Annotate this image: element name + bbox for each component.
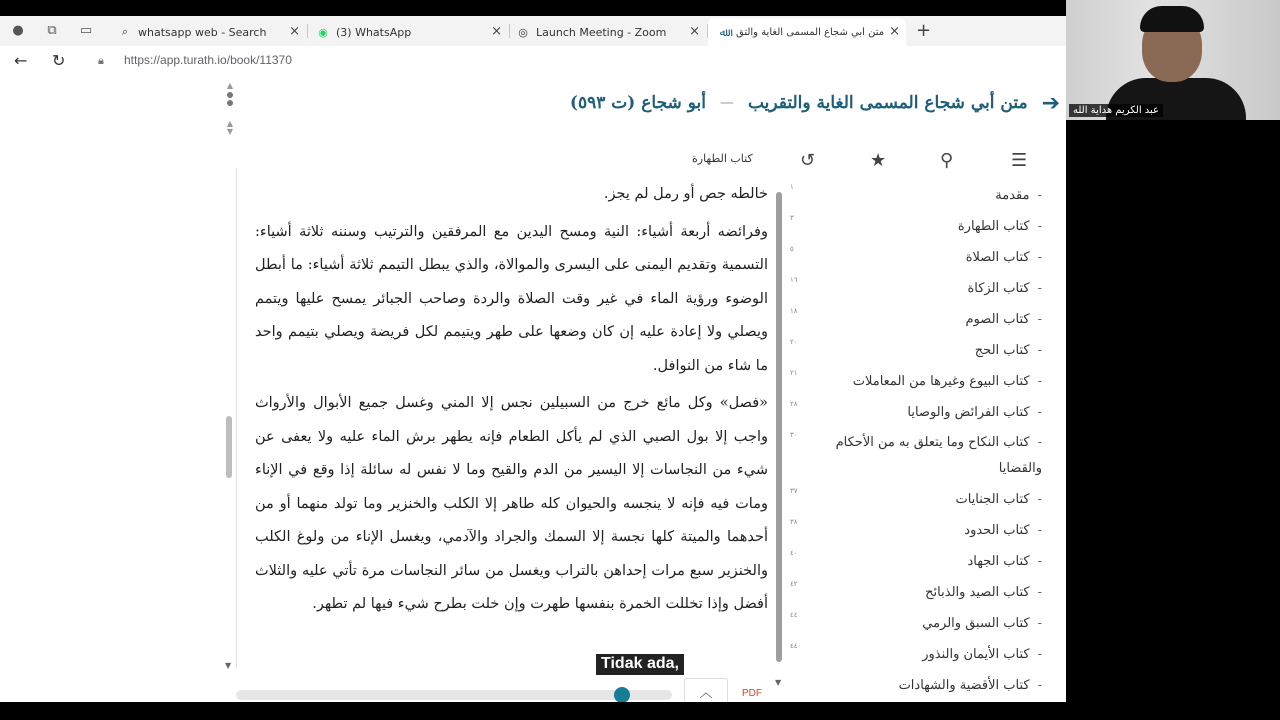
close-icon[interactable]: × xyxy=(491,24,502,39)
page-scroll-indicator[interactable] xyxy=(224,82,236,162)
back-icon[interactable]: ← xyxy=(14,51,28,70)
globe-icon: ◎ xyxy=(518,25,528,39)
paragraph: «فصل» وكل مائع خرج من السبيلين نجس إلا المني وغسل جميع الأبوال والأرواث واجب إلا بول الصبي الذي لم يأكل الطعام فإنه يطهر برش الماء عليه ولا يعفى عن شيء من النجاسات إلا اليسير من الدم والقيح وما لا نفس له سائلة إذا وقع في الإناء ومات فيه فإنه لا ينجسه والحيوان كله طاهر إلا الكلب والخنزير وما تولد منهما أو من أحدهما والميتة كلها نجسة إلا السمك والجراد والآدمي، ويغسل الإناء من ولوغ الكلب والخنزير سبع مرات إحداهن بالتراب ويغسل من سائر النجاسات مرة تأتي عليه والثلاث أفضل وإذا تخللت الخمرة بنفسها طهرت وإن خلت بطرح شيء فيها لم تطهر. xyxy=(255,395,768,612)
page-slider-knob[interactable] xyxy=(614,687,630,702)
tab-bar xyxy=(0,16,1066,46)
history-icon[interactable]: ↺ xyxy=(800,150,816,171)
lock-icon[interactable]: 🔒︎ xyxy=(98,54,104,67)
pdf-button[interactable]: PDF xyxy=(742,688,762,699)
profile-icon[interactable]: ● xyxy=(12,23,24,38)
close-icon[interactable]: × xyxy=(889,24,900,39)
chevron-down-icon[interactable]: ▼ xyxy=(775,678,782,687)
book-author: أبو شجاع (ت ٥٩٣) xyxy=(569,93,706,113)
whatsapp-icon: ◉ xyxy=(318,25,328,39)
refresh-icon[interactable]: ↻ xyxy=(52,51,66,70)
book-text-panel xyxy=(236,168,776,668)
close-icon[interactable]: × xyxy=(689,24,700,39)
workspaces-icon[interactable]: ⧉ xyxy=(47,23,57,38)
webcam-thumbnail[interactable] xyxy=(1066,0,1280,120)
participant-name: عبد الكريم هداية الله xyxy=(1069,104,1163,117)
tab-whatsapp[interactable] xyxy=(308,18,508,46)
toc-item[interactable]: -كتاب الصيد والذبائح ٤٢ xyxy=(790,580,1042,600)
menu-icon[interactable]: ☰ xyxy=(1011,150,1028,171)
arrow-right-icon[interactable]: ➔ xyxy=(1041,90,1060,116)
webcam-person-cap xyxy=(1140,6,1204,32)
toc-item[interactable]: -كتاب الحج ٢٠ xyxy=(790,338,1042,358)
text-scrollbar-thumb[interactable] xyxy=(226,416,232,478)
search-icon: ⌕ xyxy=(121,25,129,38)
toc-item[interactable]: -مقدمة ١ xyxy=(790,183,1042,203)
chevron-down-icon[interactable]: ▼ xyxy=(225,661,232,670)
toc-item[interactable]: -كتاب الفرائض والوصايا ٢٨ xyxy=(790,400,1042,420)
toc-item[interactable]: -كتاب الطهارة ٣ xyxy=(790,214,1042,234)
title-separator: — xyxy=(719,95,734,111)
toc-item[interactable]: -كتاب السبق والرمي ٤٤ xyxy=(790,611,1042,631)
browser-window xyxy=(0,16,1066,702)
toc-scrollbar[interactable] xyxy=(776,192,782,668)
toc-item[interactable]: -كتاب الأيمان والنذور ٤٤ xyxy=(790,642,1042,662)
new-tab-icon[interactable]: + xyxy=(916,20,932,41)
toc-item[interactable]: -كتاب الجهاد ٤٠ xyxy=(790,549,1042,569)
tab-title: Launch Meeting - Zoom xyxy=(536,25,667,39)
url-field[interactable]: https://app.turath.io/book/11370 xyxy=(124,53,292,67)
book-header xyxy=(500,86,1060,120)
close-icon[interactable]: × xyxy=(289,24,300,39)
toc-item[interactable]: -كتاب الصلاة ٥ xyxy=(790,245,1042,265)
book-title: متن أبي شجاع المسمى الغاية والتقريب xyxy=(747,93,1028,113)
toc-item[interactable]: -كتاب الجنايات ٣٧ xyxy=(790,487,1042,507)
star-icon[interactable]: ★ xyxy=(870,150,887,171)
toc-item[interactable]: -كتاب الصوم ١٨ xyxy=(790,307,1042,327)
toc-item[interactable]: -كتاب النكاح وما يتعلق به من الأحكام والقضايا ٣٠ xyxy=(790,431,1042,476)
table-of-contents xyxy=(790,180,1060,702)
tab-title: متن أبي شجاع المسمى الغاية والتق xyxy=(736,26,885,38)
toc-item[interactable]: -كتاب الأقضية والشهادات xyxy=(898,678,1042,693)
chevron-up-icon[interactable]: ▲ xyxy=(226,119,234,128)
screen-right-border xyxy=(1066,120,1280,702)
paragraph: وفرائضه أربعة أشياء: النية ومسح اليدين مع المرفقين والترتيب وسننه ثلاثة أشياء: التسمية وتقديم اليمنى على اليسرى والموالاة، والذي يبطل التيمم ثلاثة أشياء: ما أبطل الوضوء ورؤية الماء في غير وقت الصلاة والردة وصاحب الجبائر يمسح عليها ويتمم ويصلي ولا إعادة عليه إن كان وضعها على طهر ويتيمم لكل فريضة ويصلي بتيمم واحد ما شاء من النوافل. xyxy=(255,223,768,374)
toc-item[interactable]: -كتاب الزكاة ١٦ xyxy=(790,276,1042,296)
tab-title: whatsapp web - Search xyxy=(138,25,267,39)
turath-icon: ﷲ xyxy=(719,25,727,39)
address-bar xyxy=(0,46,1066,76)
tab-actions-icon[interactable]: ▭ xyxy=(79,23,93,38)
scroll-top-button[interactable] xyxy=(684,678,728,702)
toc-item[interactable]: -كتاب البيوع وغيرها من المعاملات ٢١ xyxy=(790,369,1042,389)
tab-zoom[interactable] xyxy=(508,18,706,46)
paragraph: خالطه جص أو رمل لم يجز. xyxy=(603,186,768,202)
chevron-down-icon[interactable]: ▼ xyxy=(226,127,234,136)
caption-subtitle: Tidak ada, xyxy=(596,654,684,675)
screen-bottom-border xyxy=(0,702,1280,720)
scroll-dot xyxy=(227,92,233,98)
chevron-up-icon[interactable]: ▲ xyxy=(226,81,234,90)
book-text xyxy=(237,168,776,622)
toc-item[interactable]: -كتاب الحدود ٣٨ xyxy=(790,518,1042,538)
book-page xyxy=(0,76,1066,702)
chevron-up-icon: ︿ xyxy=(699,686,713,701)
tab-title: (3) WhatsApp xyxy=(336,25,412,39)
tab-whatsapp-search[interactable] xyxy=(110,18,306,46)
page-slider[interactable] xyxy=(236,690,672,700)
toc-scrollbar-thumb[interactable] xyxy=(776,192,782,662)
search-icon[interactable]: ⚲ xyxy=(940,150,954,171)
current-chapter-label: كتاب الطهارة xyxy=(692,152,753,165)
tab-turath[interactable] xyxy=(708,18,906,46)
reader-bottom-bar xyxy=(236,680,776,702)
scroll-dot xyxy=(227,100,233,106)
